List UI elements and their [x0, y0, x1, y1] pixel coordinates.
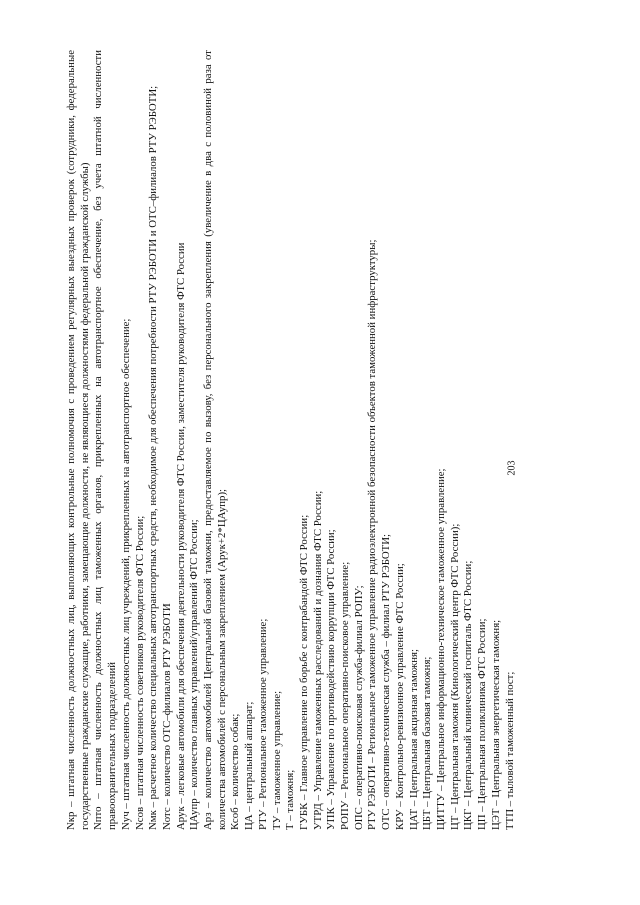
definition-item: КРУ – Контрольно-ревизионное управление ФТС России;: [393, 563, 406, 830]
definition-item: ТУ – таможенное управление;: [270, 690, 283, 830]
definition-item: Nмк – расчетное количество специальных автотранспортных средств, необходимое для обеспечения потребности РТУ РЭБОТИ и ОТС–филиалов РТУ РЭБОТИ;: [147, 85, 160, 830]
definition-item: УТРД – Управление таможенных расследований и дознания ФТС России;: [311, 490, 324, 830]
definition-item: ЦЭТ – Центральная энергетическая таможня;: [489, 619, 502, 830]
definition-item: ЦБТ – Центральная базовая таможня;: [421, 656, 434, 830]
definition-item: ОПС – оперативно-поисковая служба-филиал РОПУ;: [352, 585, 365, 830]
definition-item: ОТС – оперативно-техническая служба – филиал РТУ РЭБОТИ;: [380, 533, 393, 830]
definition-item: ЦП – Центральная поликлиника ФТС России;: [476, 618, 489, 830]
definition-item: Nотс – количество ОТС–филиалов РТУ РЭБОТИ: [160, 603, 173, 830]
definition-item: ЦКГ – Центральный клинический госпиталь ФТС России;: [462, 560, 475, 830]
definition-item: Nкр – штатная численность должностных лиц, выполняющих контрольные полномочия с проведением регулярных выездных проверок (сотрудники, федеральные государственные гражданские служащие, работники, замещающие должности, не являющиеся должностями федеральной гражданской службы): [65, 50, 91, 830]
definition-item: ГУБК – Главное управление по борьбе с контрабандой ФТС России;: [297, 514, 310, 830]
definition-item: Nуч – штатная численность должностных лиц учреждений, прикрепленных на автотранспортное обеспечение;: [119, 318, 132, 830]
definition-item: РТУ – Региональное таможенное управление;: [256, 618, 269, 830]
definition-item: Арз – количество автомобилей Центральной базовой таможни, предоставляемое по вызову, без персонального закрепления (увеличение в два с половиной раза от количества автомобилей с персональным закреплением (Арук+2*ЦАупр);: [202, 50, 228, 830]
definition-item: Nпто – штатная численность должностных лиц таможенных органов, прикрепленных на автотранспортное обеспечение, без учета штатной численности правоохранительных подразделений: [92, 50, 119, 830]
definition-item: Т – таможня;: [284, 769, 297, 830]
definition-item: ЦТ – Центральная таможня (Кинологический центр ФТС России);: [448, 523, 461, 830]
definition-item: ЦА – центральный аппарат;: [243, 701, 256, 830]
definition-item: РТУ РЭБОТИ – Региональное таможенное управление радиоэлектронной безопасности объектов таможенной инфраструктуры;: [366, 239, 379, 830]
definition-item: Ксоб – количество собак;: [229, 713, 242, 830]
definition-item: УПК – Управление по противодействию коррупции ФТС России;: [325, 529, 338, 830]
definitions-list: [65, 50, 517, 830]
definition-item: Nсов – штатная численность советников руководителя ФТС России;: [133, 515, 146, 830]
page-number: 203: [506, 460, 518, 476]
definition-item: ТТП – тыловой таможенный пост;: [503, 671, 516, 830]
definition-item: Арук – легковые автомобили для обеспечения деятельности руководителя ФТС России, заместителя руководителя ФТС России: [174, 242, 187, 830]
definition-item: ЦИТТУ – Центральное информационно-техническое таможенное управление;: [434, 468, 447, 830]
definition-item: РОПУ – Региональное оперативно-поисковое управление;: [339, 561, 352, 830]
definition-item: ЦАупр – количество главных управлений/управлений ФТС России;: [188, 519, 201, 830]
definition-item: ЦАТ – Центральная акцизная таможня;: [407, 649, 420, 830]
